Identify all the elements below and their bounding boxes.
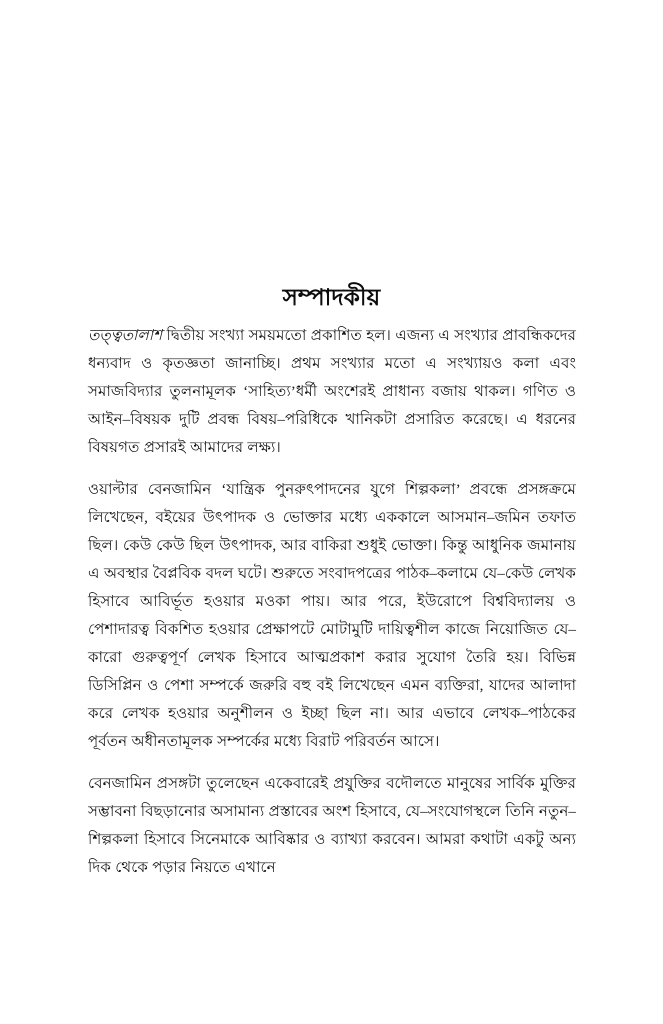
paragraph-1-text: দ্বিতীয় সংখ্যা সময়মতো প্রকাশিত হল। এজন্য এ সংখ্যার প্রাবন্ধিকদের ধন্যবাদ ও কৃতজ্ঞতা জানাচ্ছি। প্রথম সংখ্যার মতো এ সংখ্যায়ও কলা এবং সমাজবিদ্যার তুলনামূলক ‘সাহিত্য’ধর্মী অংশেরই প্রাধান্য বজায় থাকল। গণিত ও আইন–বিষয়ক দুটি প্রবন্ধ বিষয়–পরিধিকে খানিকটা প্রসারিত করেছে। এ ধরনের বিষয়গত প্রসারই আমাদের লক্ষ্য। [88,327,576,456]
page-title: সম্পাদকীয় [282,284,381,311]
paragraph-3: বেনজামিন প্রসঙ্গটা তুলেছেন একেবারেই প্রযুক্তির বদৌলতে মানুষের সার্বিক মুক্তির সম্ভাবনা বিছড়ানোর অসামান্য প্রস্তাবের অংশ হিসাবে, যে–সংযোগস্থলে তিনি নতুন–শিল্পকলা হিসাবে সিনেমাকে আবিষ্কার ও ব্যাখ্যা করবেন। আমরা কথাটা একটু অন্য দিক থেকে পড়ার নিয়তে এখানে [88,775,576,876]
paragraph-1 [88,322,576,462]
body-text-column [88,322,576,882]
paragraph-2: ওয়াল্টার বেনজামিন ‘যান্ত্রিক পুনরুৎপাদনের যুগে শিল্পকলা’ প্রবন্ধে প্রসঙ্গক্রমে লিখেছেন, বইয়ের উৎপাদক ও ভোক্তার মধ্যে এককালে আসমান–জমিন তফাত ছিল। কেউ কেউ ছিল উৎপাদক, আর বাকিরা শুধুই ভোক্তা। কিন্তু আধুনিক জমানায় এ অবস্থার বৈপ্লবিক বদল ঘটে। শুরুতে সংবাদপত্রের পাঠক–কলামে যে–কেউ লেখক হিসাবে আবির্ভূত হওয়ার মওকা পায়। আর পরে, ইউরোপে বিশ্ববিদ্যালয় ও পেশাদারত্ব বিকশিত হওয়ার প্রেক্ষাপটে মোটামুটি দায়িত্বশীল কাজে নিয়োজিত যে–কারো গুরুত্বপূর্ণ লেখক হিসাবে আত্মপ্রকাশ করার সুযোগ তৈরি হয়। বিভিন্ন ডিসিপ্লিন ও পেশা সম্পর্কে জরুরি বহু বই লিখেছেন এমন ব্যক্তিরা, যাদের আলাদা করে লেখক হওয়ার অনুশীলন ও ইচ্ছা ছিল না। আর এভাবে লেখক–পাঠকের পূর্বতন অধীনতামূলক সম্পর্কের মধ্যে বিরাট পরিবর্তন আসে। [88,481,576,750]
journal-name: তত্ত্বতালাশ [88,327,163,344]
